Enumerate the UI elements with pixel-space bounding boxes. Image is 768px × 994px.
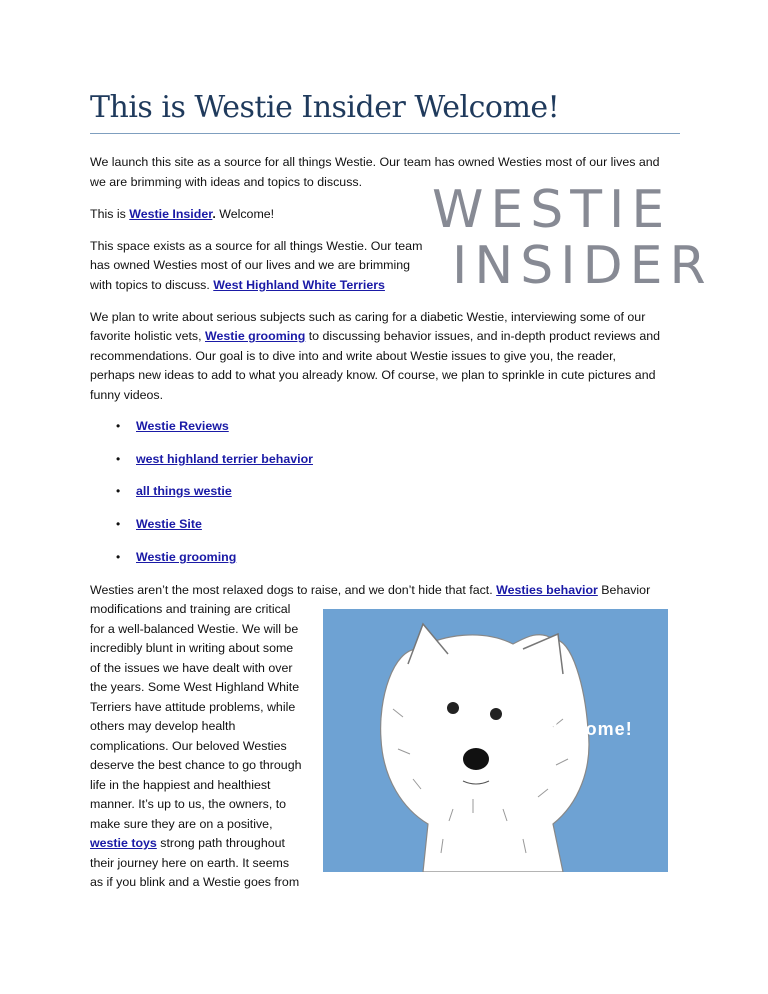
text-segment: strong path throughout (156, 836, 285, 850)
text-line (90, 601, 290, 617)
logo-line-2: INSIDER (452, 236, 713, 296)
text-line (90, 796, 286, 812)
inline-link[interactable]: West Highland White Terriers (213, 278, 385, 292)
text-segment: to discussing behavior issues, and in-depth product reviews and (305, 329, 661, 343)
text-line (90, 855, 289, 871)
text-line (90, 582, 650, 598)
text-segment: their journey here on earth. It seems (90, 856, 290, 870)
text-segment: the years. Some West Highland White (90, 680, 300, 694)
text-segment: funny videos. (90, 388, 164, 402)
text-line (90, 387, 163, 403)
westie-insider-logo (432, 180, 713, 296)
list-link[interactable]: all things westie (136, 484, 232, 498)
text-segment: favorite holistic vets, (90, 329, 206, 343)
text-segment: as if you blink and a Westie goes from (90, 875, 300, 889)
text-segment: modifications and training are critical (90, 602, 291, 616)
text-segment: Behavior (597, 583, 651, 597)
inline-link[interactable]: Westie grooming (205, 329, 306, 343)
text-segment: recommendations. Our goal is to dive into and write about Westie issues to give you, the reader, (90, 349, 616, 363)
text-segment: . (212, 207, 220, 221)
text-line (90, 206, 274, 222)
inline-link[interactable]: westie toys (90, 836, 157, 850)
welcome-caption: Welcome! (540, 719, 633, 739)
text-segment: has owned Westies most of our lives and we are brimming (90, 258, 411, 272)
bullet-icon: • (116, 484, 121, 498)
text-line (90, 660, 293, 676)
text-line (90, 621, 298, 637)
text-line (90, 777, 270, 793)
bullet-icon: • (116, 517, 121, 531)
bullet-icon: • (116, 452, 121, 466)
logo-line-1: WESTIE (432, 180, 672, 240)
westie-welcome-image (323, 609, 668, 872)
inline-link[interactable]: Westies behavior (496, 583, 598, 597)
text-segment: perhaps new ideas to add to what you already know. Of course, we plan to sprinkle in cute pictures and (90, 368, 656, 382)
text-line (90, 640, 293, 656)
text-line (90, 757, 301, 773)
list-link[interactable]: Westie Reviews (136, 419, 229, 433)
page-title: This is Westie Insider Welcome! (90, 90, 560, 125)
text-segment: incredibly blunt in writing about some (90, 641, 294, 655)
text-segment: make sure they are on a positive, (90, 817, 273, 831)
text-line (90, 738, 287, 754)
text-line (90, 874, 299, 890)
text-segment: life in the happiest and healthiest (90, 778, 271, 792)
text-segment: Terriers have attitude problems, while (90, 700, 296, 714)
westie-dog-illustration (323, 609, 668, 872)
title-divider (90, 133, 680, 134)
text-line (90, 257, 410, 273)
text-segment: deserve the best chance to go through (90, 758, 302, 772)
text-segment: for a well-balanced Westie. We will be (90, 622, 299, 636)
text-segment: We launch this site as a source for all things Westie. Our team has owned Westies most of our lives and (90, 155, 660, 169)
text-line (90, 309, 645, 325)
text-segment: we are brimming with ideas and topics to discuss. (90, 175, 363, 189)
text-segment: complications. Our beloved Westies (90, 739, 287, 753)
text-line (90, 816, 273, 832)
text-segment: Welcome! (219, 207, 275, 221)
text-segment: others may develop health (90, 719, 236, 733)
text-segment: of the issues we have dealt with over (90, 661, 293, 675)
bullet-icon: • (116, 550, 121, 564)
text-segment: with topics to discuss. (90, 278, 214, 292)
text-line (90, 699, 295, 715)
text-line (90, 348, 616, 364)
text-line (90, 277, 385, 293)
inline-link[interactable]: Westie Insider (129, 207, 213, 221)
list-link[interactable]: Westie Site (136, 517, 202, 531)
list-link[interactable]: west highland terrier behavior (136, 452, 313, 466)
text-line (90, 238, 422, 254)
text-line (90, 367, 655, 383)
text-segment: Westies aren’t the most relaxed dogs to raise, and we don’t hide that fact. (90, 583, 497, 597)
text-line (90, 718, 235, 734)
list-link[interactable]: Westie grooming (136, 550, 237, 564)
text-line (90, 154, 660, 170)
bullet-icon: • (116, 419, 121, 433)
text-line (90, 835, 285, 851)
text-segment: We plan to write about serious subjects such as caring for a diabetic Westie, interviewing some of our (90, 310, 646, 324)
text-segment: manner. It’s up to us, the owners, to (90, 797, 287, 811)
text-segment: This is (90, 207, 130, 221)
text-line (90, 328, 660, 344)
text-line (90, 679, 299, 695)
text-segment: This space exists as a source for all things Westie. Our team (90, 239, 423, 253)
text-line (90, 174, 362, 190)
